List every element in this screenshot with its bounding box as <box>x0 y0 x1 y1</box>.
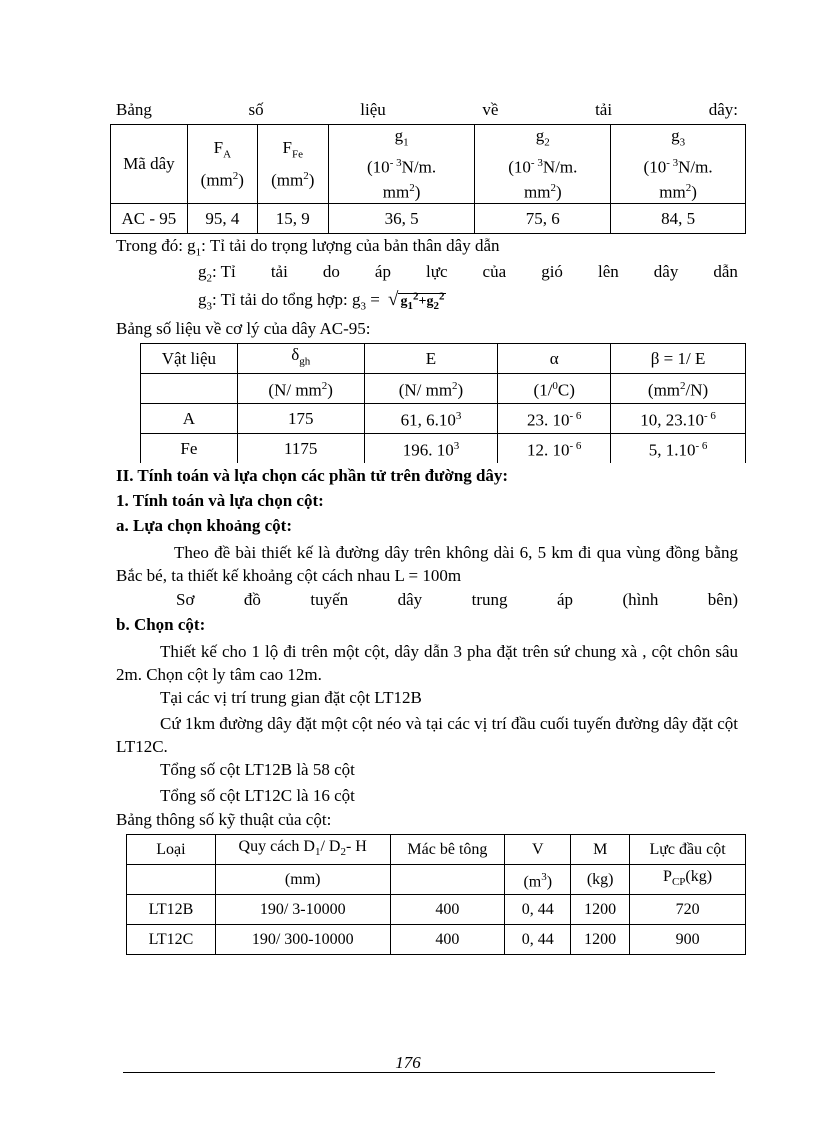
table-cell: 61, 6.10$^3$ <box>364 404 498 434</box>
paragraph-intermediate: Tại các vị trí trung gian đặt cột LT12B <box>160 688 422 707</box>
table-cell: 5, $1.10^{- 6}$ <box>611 434 746 464</box>
table-cell: A <box>141 404 238 434</box>
paragraph-design: Thiết kế cho 1 lộ đi trên một cột, dây dẫn 3 pha đặt trên sứ chung xà , cột chôn sâu 2m. Chọn cột ly tâm cao 12m. <box>116 642 738 684</box>
table-cell: 75, 6 <box>475 203 611 233</box>
note-g1: Trong đó: $g_1$: Tỉ tải do trọng lượng của bản thân dây dẫn <box>116 236 500 259</box>
header-cell: β = 1/ E <box>611 344 746 374</box>
header-cell: $g_3$ ($10^{- 3}N/m$. $mm^2$) <box>611 125 746 204</box>
table-header-row <box>127 835 746 865</box>
unit-cell: $(m^3)$ <box>505 865 571 895</box>
header-cell: Mã dây <box>111 125 188 204</box>
table-cell: 720 <box>630 895 746 925</box>
table-cell: AC - 95 <box>111 203 188 233</box>
unit-cell: (N/ $mm^2$) <box>237 374 364 404</box>
table-cell: 196. $10^3$ <box>364 434 498 464</box>
table-cell: 95, 4 <box>187 203 257 233</box>
table-cell: 10, $23.10^{- 6}$ <box>611 404 746 434</box>
header-cell: Loại <box>127 835 216 865</box>
header-cell: $\delta_{gh}$ <box>237 344 364 374</box>
caption-word: số <box>248 100 264 119</box>
caption-word: dây: <box>708 100 738 119</box>
header-cell: Quy cách $D_1/$ $D_2-$ H <box>215 835 390 865</box>
table-cell: 900 <box>630 925 746 955</box>
units-row <box>127 865 746 895</box>
table-cell: 23. $10^{- 6}$ <box>498 404 611 434</box>
table-row <box>141 404 746 434</box>
header-cell: $F_{Fe}$ $(mm^2)$ <box>257 125 328 204</box>
subsection-heading: 1. Tính toán và lựa chọn cột: <box>116 491 324 510</box>
header-cell: $g_1$ ($10^{- 3}N/m$. $mm^2$) <box>328 125 475 204</box>
table-header-row <box>111 125 746 204</box>
section-heading: II. Tính toán và lựa chọn các phần tử trên đường dây: <box>116 466 509 485</box>
table1-caption <box>116 100 738 120</box>
table-cell: 190/ 3-10000 <box>215 895 390 925</box>
table-cell: 400 <box>390 925 505 955</box>
table-cell: 190/ 300-10000 <box>215 925 390 955</box>
table-cell: 12. $10^{- 6}$ <box>498 434 611 464</box>
paragraph-total-b: Tổng số cột LT12B là 58 cột <box>160 760 355 779</box>
header-cell: Vật liệu <box>141 344 238 374</box>
paragraph-anchor: Cứ 1km đường dây đặt một cột néo và tại các vị trí đầu cuối tuyến đường dây đặt cột LT12C. <box>116 714 738 756</box>
table-header-row <box>141 344 746 374</box>
page-number: 176 <box>395 1053 421 1072</box>
header-cell: E <box>364 344 498 374</box>
caption-word: về <box>482 100 499 119</box>
table-row <box>111 203 746 233</box>
table-cell: Fe <box>141 434 238 464</box>
header-cell: V <box>505 835 571 865</box>
caption-word: Bảng <box>116 100 152 119</box>
table-cell: 84, 5 <box>611 203 746 233</box>
table2-caption: Bảng số liệu về cơ lý của dây AC-95: <box>116 319 371 338</box>
units-row <box>141 374 746 404</box>
unit-cell: $P_{CP}(kg)$ <box>630 865 746 895</box>
table-cell: 0, 44 <box>505 925 571 955</box>
table-row <box>141 434 746 464</box>
table-cell: 1175 <box>237 434 364 464</box>
unit-cell <box>127 865 216 895</box>
note-g3: $g_3$: Tỉ tải do tổng hợp: $g_3$ = √ $g_1^2+g_2^2$ <box>198 289 445 313</box>
table-row <box>127 895 746 925</box>
table-cell: 0, 44 <box>505 895 571 925</box>
caption-word: tải <box>595 100 613 119</box>
unit-cell: $(mm^2/N)$ <box>611 374 746 404</box>
header-cell: α <box>498 344 611 374</box>
table-cell: 15, 9 <box>257 203 328 233</box>
subsection-heading-b: b. Chọn cột: <box>116 615 206 634</box>
unit-cell <box>141 374 238 404</box>
note-g2: $g_2$: Tỉ tải do áp lực của gió lên dây dẫn <box>198 262 738 285</box>
header-cell: Mác bê tông <box>390 835 505 865</box>
mechanical-properties-table <box>140 343 746 463</box>
caption-word: liệu <box>360 100 386 119</box>
unit-cell: (1/$^0$C) <box>498 374 611 404</box>
table-cell: 175 <box>237 404 364 434</box>
table-cell: 1200 <box>571 895 630 925</box>
paragraph-diagram: Sơ đồ tuyến dây trung áp (hình bên) <box>176 590 738 609</box>
header-cell: Lực đầu cột <box>630 835 746 865</box>
subsection-heading-a: a. Lựa chọn khoảng cột: <box>116 516 292 535</box>
unit-cell: (mm) <box>215 865 390 895</box>
table-row <box>127 925 746 955</box>
table-cell: 36, 5 <box>328 203 475 233</box>
table-cell: LT12B <box>127 895 216 925</box>
header-cell: $F_A$ $(mm^2)$ <box>187 125 257 204</box>
table-cell: LT12C <box>127 925 216 955</box>
unit-cell: (kg) <box>571 865 630 895</box>
table3-caption: Bảng thông số kỹ thuật của cột: <box>116 810 332 829</box>
paragraph-total-c: Tổng số cột LT12C là 16 cột <box>160 786 355 805</box>
unit-cell <box>390 865 505 895</box>
wire-load-table <box>110 124 746 234</box>
table-cell: 400 <box>390 895 505 925</box>
paragraph-span: Theo đề bài thiết kế là đường dây trên không dài 6, 5 km đi qua vùng đồng bằng Bắc bé, ta thiết kế khoảng cột cách nhau L = 100m <box>116 543 738 585</box>
sqrt-formula: √ $g_1^2+g_2^2$ <box>388 289 445 312</box>
table-cell: 1200 <box>571 925 630 955</box>
header-cell: M <box>571 835 630 865</box>
header-cell: $g_2$ ($10^{- 3}N/m$. $mm^2$) <box>475 125 611 204</box>
pole-spec-table <box>126 834 746 955</box>
footer-rule <box>123 1072 715 1073</box>
unit-cell: (N/ $mm^2$) <box>364 374 498 404</box>
